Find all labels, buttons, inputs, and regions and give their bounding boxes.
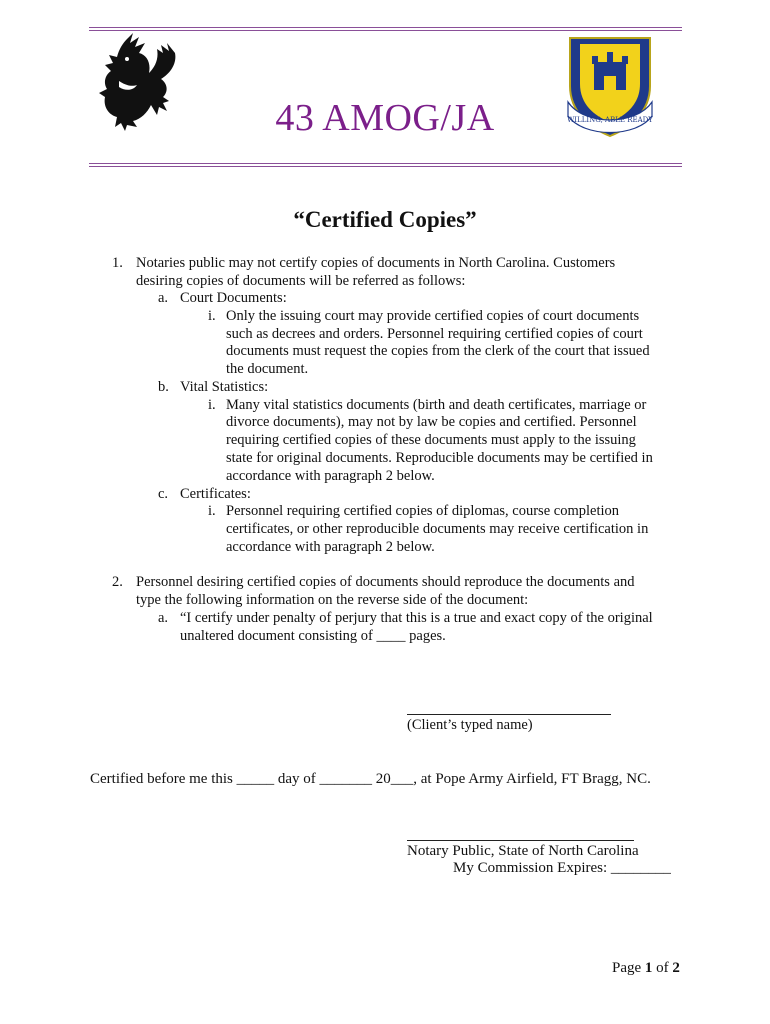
item-1b-i-line-1: Many vital statistics documents (birth and death certificates, marriage or (226, 397, 647, 413)
item-1a-i-line-3: documents must request the copies from the clerk of the court that issued (226, 343, 650, 359)
client-signature-line (407, 714, 611, 715)
item-1c-i-line-2: certificates, or other reproducible documents may receive certification in (226, 521, 649, 537)
item-1c-i-label: i. (208, 503, 216, 519)
page-number (612, 960, 680, 977)
item-1-number: 1. (112, 255, 123, 271)
item-1a-i-line-4: the document. (226, 361, 309, 377)
item-1-line-1: Notaries public may not certify copies of documents in North Carolina. Customers (136, 255, 616, 271)
item-1a-label: a. (158, 290, 169, 306)
document-title: “Certified Copies” (293, 207, 477, 232)
item-1b-i-line-4: state for original documents. Reproducible documents may be certified in (226, 450, 653, 466)
item-1a-heading: Court Documents: (180, 290, 287, 306)
item-2-line-2: type the following information on the reverse side of the document: (136, 592, 529, 608)
item-1b-i-line-2: divorce documents), may not by law be copies and certified. Personnel (226, 414, 637, 430)
item-2a-line-2: unaltered document consisting of ____ pages. (180, 628, 446, 644)
item-2a-label: a. (158, 610, 169, 626)
header-bottom-rule (89, 163, 682, 167)
commission-expires-label: My Commission Expires: ________ (453, 860, 671, 876)
client-name-label: (Client’s typed name) (407, 717, 533, 733)
item-1c-i-line-1: Personnel requiring certified copies of diplomas, course completion (226, 503, 620, 519)
page-total: 2 (672, 960, 680, 976)
notary-signature-line (407, 840, 634, 841)
item-2a-line-1: “I certify under penalty of perjury that this is a true and exact copy of the original (180, 610, 653, 626)
item-1-line-2: desiring copies of documents will be referred as follows: (136, 273, 466, 289)
item-1a-i-line-2: such as decrees and orders. Personnel requiring certified copies of court (226, 326, 643, 342)
item-1a-i-label: i. (208, 308, 216, 324)
item-2-line-1: Personnel desiring certified copies of documents should reproduce the documents and (136, 574, 635, 590)
certified-before-me-line: Certified before me this _____ day of _______ 20___, at Pope Army Airfield, FT Bragg, NC. (90, 771, 651, 787)
page-prefix: Page (612, 960, 645, 976)
page-current: 1 (644, 960, 653, 976)
notary-label: Notary Public, State of North Carolina (407, 843, 639, 859)
item-1b-i-line-5: accordance with paragraph 2 below. (226, 468, 435, 484)
header-top-rule (89, 27, 682, 31)
item-2-number: 2. (112, 574, 123, 590)
item-1c-heading: Certificates: (180, 486, 251, 502)
item-1b-label: b. (158, 379, 169, 395)
item-1b-i-label: i. (208, 397, 216, 413)
page-of: of (652, 960, 673, 976)
organization-title: 43 AMOG/JA (275, 97, 495, 139)
item-1b-i-line-3: requiring certified copies of these documents must apply to the issuing (226, 432, 636, 448)
item-1c-label: c. (158, 486, 169, 502)
crest-motto: WILLING, ABLE READY (567, 116, 653, 124)
item-1a-i-line-1: Only the issuing court may provide certified copies of court documents (226, 308, 640, 324)
item-1b-heading: Vital Statistics: (180, 379, 269, 395)
item-1c-i-line-3: accordance with paragraph 2 below. (226, 539, 435, 555)
